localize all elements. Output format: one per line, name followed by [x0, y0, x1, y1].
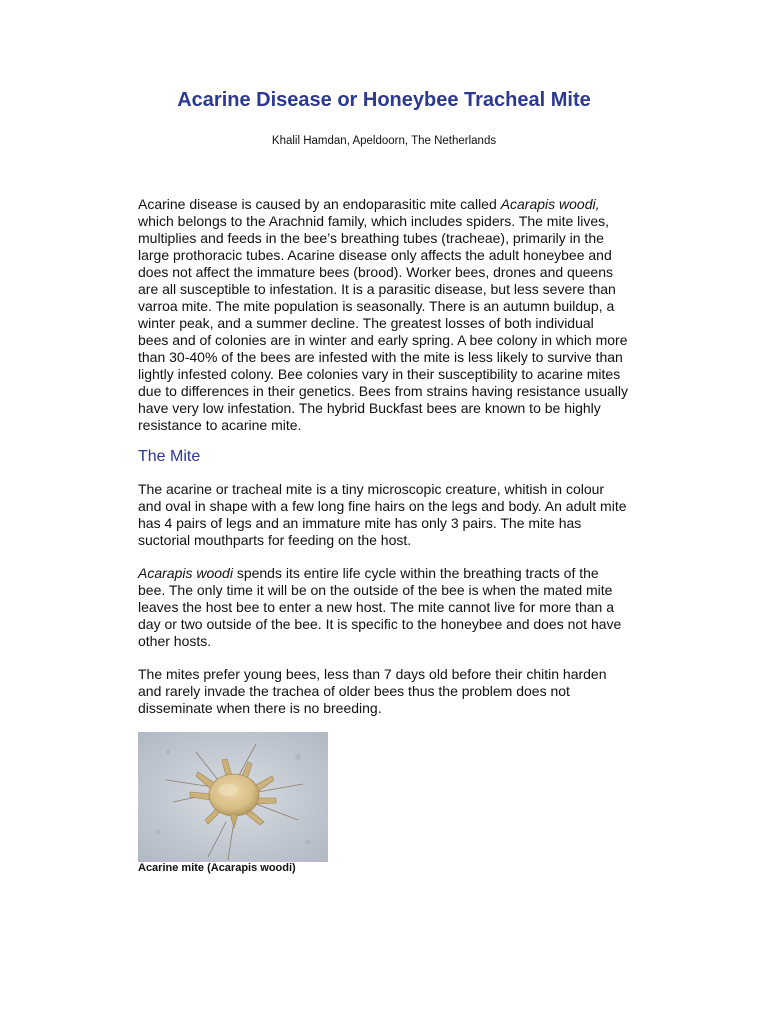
intro-text-start: Acarine disease is caused by an endoparasitic mite called [138, 196, 501, 212]
section-heading-the-mite: The Mite [138, 448, 201, 465]
mite-description-paragraph: The acarine or tracheal mite is a tiny microscopic creature, whitish in colour and oval in shape with a few long fine hairs on the legs and body. An adult mite has 4 pairs of legs and an immature mite has only 3 pairs. The mite has suctorial mouthparts for feeding on the host. [138, 481, 627, 548]
intro-species-name: Acarapis woodi, [500, 196, 600, 212]
lifecycle-text: spends its entire life cycle within the breathing tracts of the bee. The only time it will be on the outside of the bee is when the mated mite leaves the host bee to enter a new host. The mite cannot live for more than a day or two outside of the bee. It is specific to the honeybee and does not have other hosts. [138, 565, 622, 649]
document-title: Acarine Disease or Honeybee Tracheal Mite [177, 89, 591, 111]
mite-illustration [138, 732, 328, 862]
lifecycle-species-name: Acarapis woodi [138, 565, 233, 581]
intro-text-rest: which belongs to the Arachnid family, which includes spiders. The mite lives, multiplies and feeds in the bee’s breathing tubes (tracheae), primarily in the large prothoracic tubes. Acarine disease only affects the adult honeybee and does not affect the immature bees (brood). Worker bees, drones and queens are all susceptible to infestation. It is a parasitic disease, but less severe than varroa mite. The mite population is seasonally. There is an autumn buildup, a winter peak, and a summer decline. The greatest losses of both individual bees and of colonies are in winter and early spring. A bee colony in which more than 30-40% of the bees are infested with the mite is less likely to survive than lightly infested colony. Bee colonies vary in their susceptibility to acarine mites due to differences in their genetics. Bees from strains having resistance usually have very low infestation. The hybrid Buckfast bees are known to be highly resistance to acarine mite. [138, 213, 628, 433]
author-line: Khalil Hamdan, Apeldoorn, The Netherlands [271, 135, 497, 147]
intro-paragraph [138, 196, 628, 434]
mite-lifecycle-paragraph [138, 565, 628, 650]
acarine-mite-photo [138, 732, 328, 862]
figure-caption: Acarine mite (Acarapis woodi) [138, 862, 296, 874]
mite-host-preference-paragraph: The mites prefer young bees, less than 7 days old before their chitin harden and rarely invade the trachea of older bees thus the problem does not disseminate when there is no breeding. [138, 666, 607, 716]
